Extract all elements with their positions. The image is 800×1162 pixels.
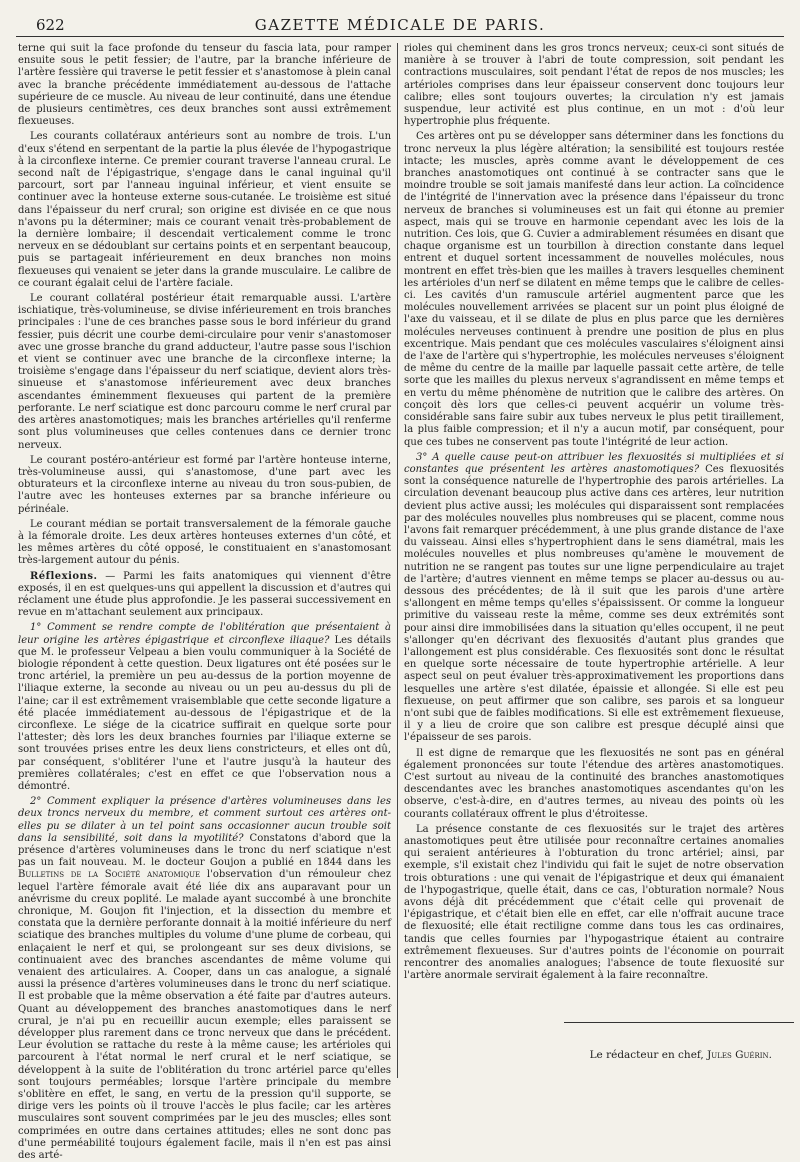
question-paragraph xyxy=(404,452,784,745)
left-column xyxy=(18,43,392,1162)
two-column-body xyxy=(16,43,784,1162)
question-1: 1° Comment se rendre compte de l'oblitération que présentaient à leur origine les artères épigastrique et circonflexe iliaque? xyxy=(18,622,392,646)
signature-name: Jules Guérin. xyxy=(707,1049,772,1062)
paragraph: rioles qui cheminent dans les gros troncs nerveux; ceux-ci sont situés de manière à se trouver à l'abri de toute compression, soit pendant les contractions musculaires, soit pendant l'état de repos de nos muscles; les artérioles comprises dans leur épaisseur conservent donc toujours leur calibre; elles sont toujours ouvertes; la circulation n'y est jamais suspendue, leur activité est plus continue, en un mot : d'où leur hypertrophie plus fréquente. xyxy=(404,43,784,128)
answer-1: Les détails que M. le professeur Velpeau a bien voulu communiquer à la Société de biologie répondent à cette question. Deux ligatures ont été posées sur le tronc artériel, la première un peu au-dessus de la portion moyenne de l'iliaque externe, la seconde au niveau ou un peu au-dessus du pli de l'aine; car il est extrêmement vraisemblable que cette seconde ligature a été placée immédiatement au-dessous de l'épigastrique et de la circonflexe. Le siége de la cicatrice suffirait en quelque sorte pour l'attester; dès lors les deux branches fournies par l'iliaque externe se sont trouvées prises entre les deux liens constricteurs, et elles ont dû, par conséquent, s'oblitérer l'une et l'autre jusqu'à la hauteur des premières collatérales; c'est en effet ce que l'observation nous a démontré. xyxy=(18,634,392,792)
reflexions-heading: Réflexions. xyxy=(30,570,98,582)
reflexions-paragraph xyxy=(18,571,391,620)
question-paragraph xyxy=(18,796,391,1162)
column-divider xyxy=(397,43,398,1078)
paragraph: Ces artères ont pu se développer sans déterminer dans les fonctions du tronc nerveux la plus légère altération; la sensibilité est toujours restée intacte; les muscles, après comme avant le développement de ces branches anastomotiques ont continué à se contracter sans que le moindre trouble se soit jamais manifesté dans leur action. La coïncidence de l'intégrité de l'innervation avec la présence dans l'épaisseur du tronc nerveux de branches si volumineuses est un fait qui étonne au premier aspect, mais qui se trouve en harmonie cependant avec les lois de la nutrition. Ces lois, que G. Cuvier a admirablement résumées en disant que chaque organisme est un tourbillon à direction constante dans lequel entrent et duquel sortent incessamment de nouvelles molécules, nous montrent en effet très-bien que les mailles à travers lesquelles cheminent les artérioles d'un nerf se dilatent en même temps que le calibre de celles-ci. Les cavités d'un ramuscule artériel augmentent parce que les molécules nouvellement arrivées se placent sur un point plus éloigné de l'axe du vaisseau, et il se dilate de plus en plus parce que les dernières molécules nerveuses continuent à prendre une position de plus en plus excentrique. Mais pendant que ces molécules vasculaires s'éloignent ainsi de l'axe de l'artère qui s'hypertrophie, les molécules nerveuses s'éloignent de même du centre de la maille par laquelle passait cette artère, de telle sorte que les mailles du plexus nerveux s'agrandissent en même temps et en vertu du même phénomène de nutrition que le calibre des artères. On conçoit dès lors que celles-ci peuvent acquérir un volume très-considérable sans faire subir aux tubes nerveux le plus petit tiraillement, la plus faible compression; et il n'y a aucun motif, par conséquent, pour que ces tubes ne conservent pas toute l'intégrité de leur action. xyxy=(404,131,784,448)
page-number: 622 xyxy=(36,16,65,34)
running-head xyxy=(16,14,784,37)
signature-rule xyxy=(564,1022,794,1023)
reflexions-text: — Parmi les faits anatomiques qui viennent d'être exposés, il en est quelques-uns qui appellent la discussion et d'autres qui réclament une étude plus approfondie. Je les passerai successivement en revue en m'attachant seulement aux principaux. xyxy=(18,570,392,619)
paragraph: Il est digne de remarque que les flexuosités ne sont pas en général également prononcées sur toute l'étendue des artères anastomotiques. C'est surtout au niveau de la continuité des branches anastomotiques descendantes avec les branches anastomotiques ascendantes qu'on les observe, c'est-à-dire, en d'autres termes, au niveau des points où les courants collatéraux offrent le plus d'étroitesse. xyxy=(404,747,784,820)
answer-3: Ces flexuosités sont la conséquence naturelle de l'hypertrophie des parois artérielles. La circulation devenant beaucoup plus active dans ces artères, leur nutrition devient plus active aussi; les molécules qui disparaissent sont remplacées par des molécules nouvelles plus nombreuses qui se placent, comme nous l'avons fait remarquer précédemment, à une plus grande distance de l'axe du vaisseau. Ainsi elles s'hypertrophient dans le sens diamétral, mais les molécules nouvelles et plus nombreuses qu'amène le mouvement de nutrition ne se rangent pas toutes sur une ligne perpendiculaire au trajet de l'artère; d'autres viennent en même temps se placer au-dessus ou au-dessous des précédentes; de là il suit que les parois d'une artère s'allongent en même temps qu'elles s'épaississent. Or comme la longueur primitive du vaisseau reste la même, comme ses deux extrémités sont pour ainsi dire immobilisées dans la situation qu'elles occupent, il ne peut s'allonger qu'en décrivant des flexuosités d'autant plus grandes que l'allongement est plus considérable. Ces flexuosités sont donc le résultat en quelque sorte nécessaire de toute hypertrophie artérielle. A leur aspect seul on peut évaluer très-approximativement les proportions dans lesquelles une artère s'est dilatée, épaissie et allongée. Si elle est peu flexueuse, on peut affirmer que son calibre, ses parois et sa longueur n'ont subi que de faibles modifications. Si elle est extrêmement flexueuse, il y a lieu de croire que son calibre est presque décuplé ainsi que l'épaisseur de ses parois. xyxy=(404,463,784,744)
answer-2a: Constatons d'abord que la présence d'artères volumineuses dans le tronc du nerf sciatique n'est pas un fait nouveau. M. le docteur Goujon a publié en 1844 dans les xyxy=(18,832,392,869)
paragraph: La présence constante de ces flexuosités sur le trajet des artères anastomotiques peut être utilisée pour reconnaître certaines anomalies qui seraient antérieures à l'obturation du tronc artériel; ainsi, par exemple, s'il existait chez l'individu qui fait le sujet de notre observation trois obturations : une qui venait de l'épigastrique et deux qui émanaient de l'hypogastrique, quelle était, dans ce cas, l'obturation normale? Nous avons déjà dit précédemment que c'était celle qui provenait de l'épigastrique, et c'était bien elle en effet, car elle n'offrait aucune trace de flexuosité; elle était rectiligne comme dans tous les cas ordinaires, tandis que celles fournies par l'hypogastrique étaient au contraire extrêmement flexueuses. Sur d'autres points de l'économie on pourrait rencontrer des anomalies analogues; l'absence de toute flexuosité sur l'artère anormale servirait également à la faire reconnaître. xyxy=(404,823,784,982)
question-paragraph xyxy=(18,622,391,793)
question-3: 3° A quelle cause peut-on attribuer les flexuosités si multipliées et si constantes que présentent les artères anastomotiques? xyxy=(404,451,784,475)
journal-title: GAZETTE MÉDICALE DE PARIS. xyxy=(254,16,546,34)
question-2: 2° Comment expliquer la présence d'artères volumineuses dans les deux troncs nerveux du membre, et comment surtout ces artères ont-elles pu se dilater à un tel point sans occasionner aucun trouble soit dans la sensibilité, soit dans la myotilité? xyxy=(18,796,392,844)
paragraph: Le courant médian se portait transversalement de la fémorale gauche à la fémorale droite. Les deux artères honteuses externes d'un côté, et les mêmes artères du côté opposé, le constituaient en s'anastomosant très-largement autour du pénis. xyxy=(18,518,392,567)
paragraph: Les courants collatéraux antérieurs sont au nombre de trois. L'un d'eux s'étend en serpentant de la partie la plus élevée de l'hypogastrique à la circonflexe interne. Ce premier courant traverse l'anneau crural. Le second naît de l'épigastrique, s'engage dans le canal inguinal qu'il parcourt, sort par l'anneau inguinal inférieur, et vient ensuite se continuer avec la honteuse externe sous-cutanée. Le troisième est situé dans l'épaisseur du nerf crural; son origine est divisée en ce que nous n'avons pu la déterminer; mais ce courant venait très-probablement de la dernière lombaire; il descendait verticalement comme le tronc nerveux en se dédoublant sur certains points et en serpentant beaucoup, puis se partageait inférieurement en deux branches non moins flexueuses qui venaient se jeter dans la grande musculaire. Le calibre de ce courant égalait celui de l'artère faciale. xyxy=(18,131,392,289)
signature xyxy=(404,1049,784,1061)
right-column xyxy=(404,43,784,1078)
bulletin-citation: Bulletins de la Société anatomique xyxy=(18,869,201,881)
paragraph: Le courant collatéral postérieur était remarquable aussi. L'artère ischiatique, très-volumineuse, se divise inférieurement en trois branches principales : l'une de ces branches passe sous le bord inférieur du grand fessier, puis décrit une courbe demi-circulaire pour venir s'anastomoser avec une grosse branche du grand adducteur, l'autre passe sous l'ischion et vient se continuer avec une branche de la circonflexe interne; la troisième s'engage dans l'épaisseur du nerf sciatique, devient alors très-sinueuse et s'anastomose inférieurement avec deux branches ascendantes éminemment flexueuses qui partent de la première perforante. Le nerf sciatique est donc parcouru comme le nerf crural par des artères anastomotiques; mais les branches artérielles qu'il renferme sont plus volumineuses que celles contenues dans ce dernier tronc nerveux. xyxy=(18,293,392,451)
answer-2b: l'observation d'un rémouleur chez lequel l'artère fémorale avait été liée dix ans auparavant pour un anévrisme du creux poplité. Le malade ayant succombé à une bronchite chronique, M. Goujon fit l'injection, et la dissection du membre et constata que la dernière perforante donnait à la moitié inférieure du nerf sciatique des branches multiples du volume d'une plume de corbeau, qui enlaçaient le nerf et qui, se prolongeant sur ses deux divisions, se continuaient avec des branches ascendantes de même volume qui venaient des articulaires. A. Cooper, dans un cas analogue, a signalé aussi la présence d'artères volumineuses dans le tronc du nerf sciatique. Il est probable que la même observation a été faite par d'autres auteurs. Quant au développement des branches anastomotiques dans le nerf crural, je n'ai pu en recueillir aucun exemple; elles paraissent se développer plus rarement dans ce tronc nerveux que dans le précédent. Leur évolution se rattache du reste à la même cause; les artérioles qui parcourent à l'état normal le nerf crural et le nerf sciatique, se développent à la suite de l'oblitération du tronc artériel parce qu'elles sont toujours perméables; lorsque l'artère principale du membre s'oblitère en effet, le sang, en vertu de la pression qu'il supporte, se dirige vers les points où il trouve l'accès le plus facile; car les artères musculaires sont souvent comprimées par le jeu des muscles; elles sont comprimées en outre dans certaines attitudes; elles ne sont donc pas d'une perméabilité toujours également facile, mais il n'en est pas ainsi des arté- xyxy=(18,869,392,1162)
paragraph: Le courant postéro-antérieur est formé par l'artère honteuse interne, très-volumineuse aussi, qui s'anastomose, d'une part avec les obturateurs et la circonflexe interne au niveau du tron sous-pubien, de l'autre avec les honteuses externes par sa branche inférieure ou périnéale. xyxy=(18,454,392,515)
signature-prefix: Le rédacteur en chef, xyxy=(589,1049,708,1062)
paragraph: terne qui suit la face profonde du tenseur du fascia lata, pour ramper ensuite sous le petit fessier; de l'autre, par la branche inférieure de l'artère fessière qui traverse le petit fessier et s'anastomose à plein canal avec la branche précédente immédiatement au-dessous de l'attache supérieure de ce muscle. Au niveau de leur continuité, dans une étendue de plusieurs centimètres, ces deux branches sont aussi extrêmement flexueuses. xyxy=(18,43,392,128)
